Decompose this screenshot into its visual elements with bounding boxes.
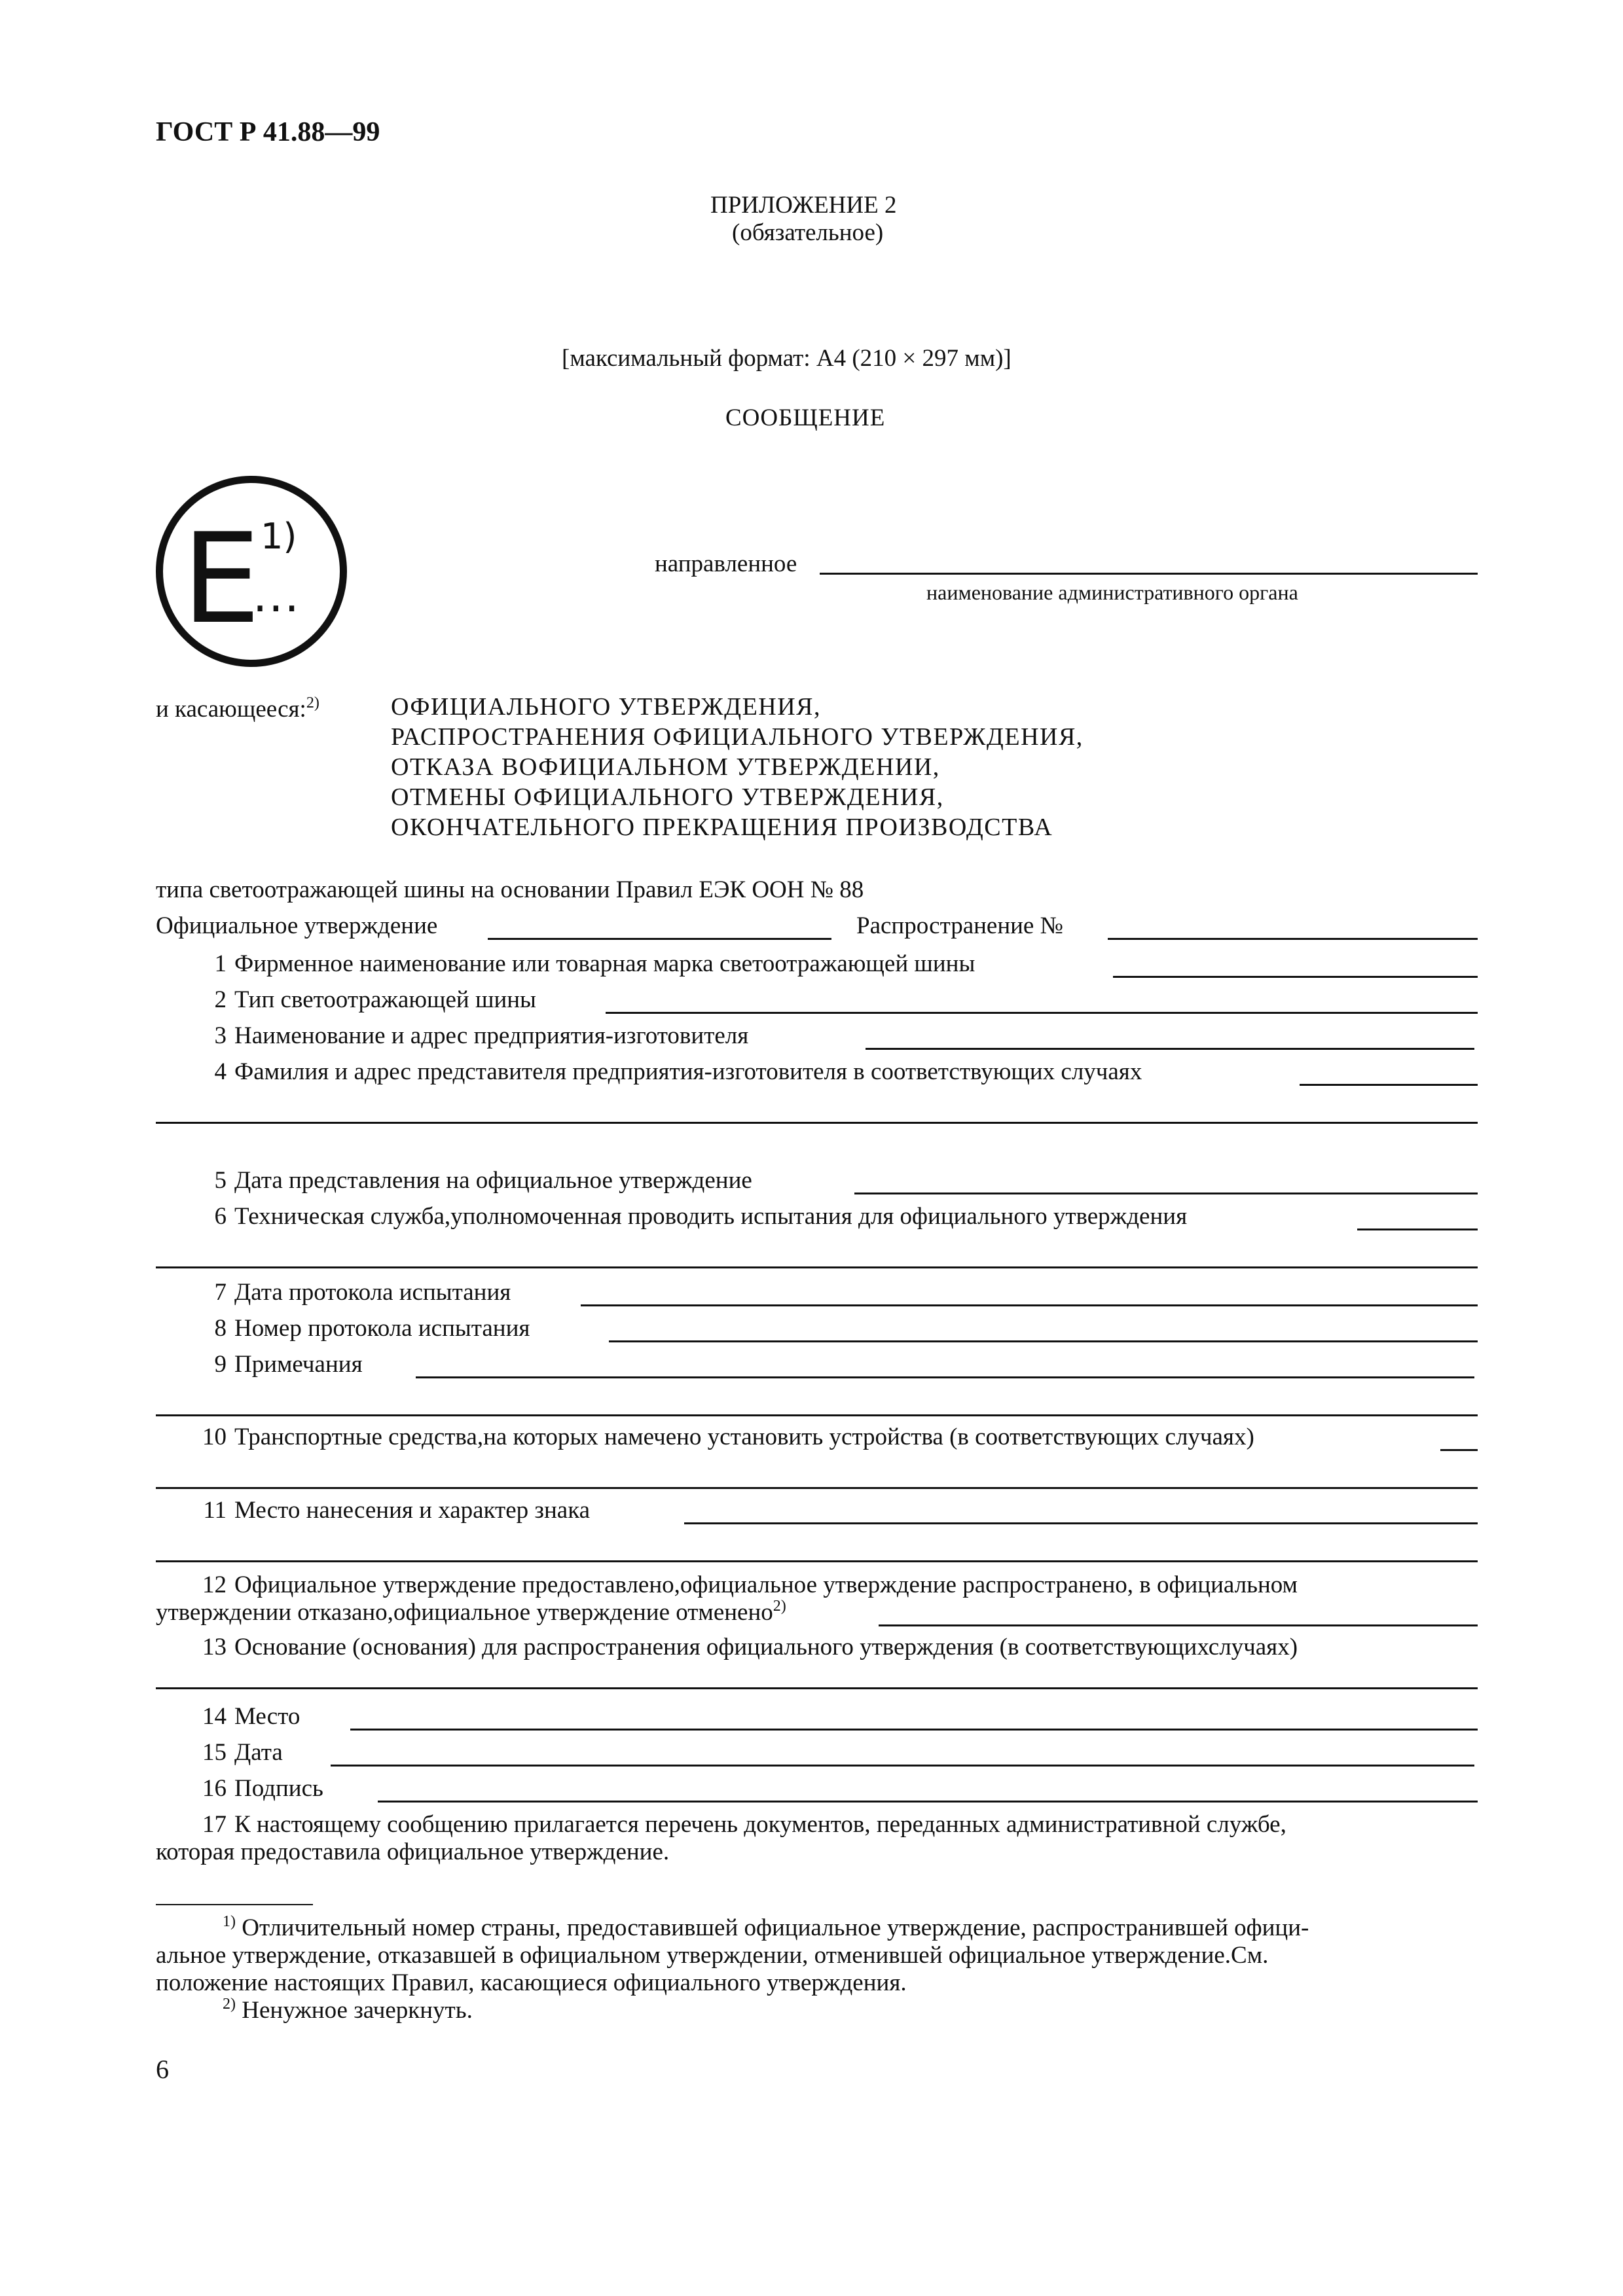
footnote-text: Отличительный номер страны, предоставившей официальное утверждение, распространившей офици- xyxy=(242,1914,1309,1941)
footnote-text: Ненужное зачеркнуть. xyxy=(242,1997,473,2024)
item-5 xyxy=(204,1166,752,1195)
gost-code: ГОСТ Р 41.88—99 xyxy=(156,117,380,147)
item-15 xyxy=(191,1738,283,1767)
item-15-field[interactable] xyxy=(331,1765,1474,1767)
item-10-field-cont[interactable] xyxy=(156,1487,1478,1489)
item-6-field[interactable] xyxy=(1357,1229,1478,1230)
item-8 xyxy=(204,1314,530,1343)
item-2 xyxy=(204,986,536,1014)
item-6 xyxy=(204,1202,1187,1231)
approval-number-field[interactable] xyxy=(488,938,831,940)
type-line: типа светоотражающей шины на основании Правил ЕЭК ООН № 88 xyxy=(156,876,864,903)
item-number: 9 xyxy=(214,1351,227,1378)
item-number: 1 xyxy=(214,950,227,977)
footnote-2 xyxy=(223,1996,473,2025)
item-label: К настоящему сообщению прилагается перечень документов, переданных административной службе, xyxy=(234,1811,1286,1838)
appendix-title: ПРИЛОЖЕНИЕ 2 xyxy=(710,192,897,219)
footnote-1-line3: положение настоящих Правил, касающиеся официального утверждения. xyxy=(156,1969,907,1996)
extension-label: Распространение № xyxy=(856,912,1063,939)
item-6-field-cont[interactable] xyxy=(156,1266,1478,1268)
footnote-1 xyxy=(223,1914,1309,1943)
item-10 xyxy=(191,1423,1254,1452)
item-number: 11 xyxy=(203,1497,227,1524)
footnote-ref-2: 2) xyxy=(773,1598,786,1615)
item-label: Подпись xyxy=(234,1775,323,1802)
extension-number-field[interactable] xyxy=(1108,938,1478,940)
item-label: Примечания xyxy=(234,1351,363,1378)
concerning-option-1: ОФИЦИАЛЬНОГО УТВЕРЖДЕНИЯ, xyxy=(391,693,822,721)
item-number: 5 xyxy=(214,1167,227,1194)
page-number: 6 xyxy=(156,2054,169,2084)
item-4-field[interactable] xyxy=(1300,1084,1478,1086)
item-label: Основание (основания) для распространения официального утверждения (в соответствующихслучаях) xyxy=(234,1634,1298,1660)
item-label: Наименование и адрес предприятия-изготовителя xyxy=(234,1022,749,1049)
item-number: 6 xyxy=(214,1203,227,1230)
concerning-option-3: ОТКАЗА ВОФИЦИАЛЬНОМ УТВЕРЖДЕНИИ, xyxy=(391,753,940,781)
item-3 xyxy=(204,1022,748,1050)
format-note: [максимальный формат: А4 (210 × 297 мм)] xyxy=(562,345,1012,372)
item-number: 3 xyxy=(214,1022,227,1049)
item-label: утверждении отказано,официальное утверждение отменено xyxy=(156,1599,773,1626)
item-3-field[interactable] xyxy=(866,1048,1474,1050)
item-4 xyxy=(204,1058,1142,1086)
item-16-field[interactable] xyxy=(378,1801,1478,1803)
item-5-field[interactable] xyxy=(854,1193,1478,1194)
item-number: 10 xyxy=(202,1424,227,1450)
footnote-1-line2: альное утверждение, отказавшей в официальном утверждении, отменившей официальное утверждение.См. xyxy=(156,1942,1269,1969)
item-14-field[interactable] xyxy=(350,1729,1478,1731)
item-number: 16 xyxy=(202,1775,227,1802)
item-17-line2: которая предоставила официальное утверждение. xyxy=(156,1839,670,1865)
approval-mark-superscript: 1) xyxy=(261,516,297,557)
item-label: Номер протокола испытания xyxy=(234,1315,530,1342)
item-number: 14 xyxy=(202,1703,227,1730)
concerning-option-4: ОТМЕНЫ ОФИЦИАЛЬНОГО УТВЕРЖДЕНИЯ, xyxy=(391,783,944,811)
footnote-marker: 1) xyxy=(223,1913,236,1930)
item-number: 8 xyxy=(214,1315,227,1342)
item-11-field[interactable] xyxy=(684,1522,1478,1524)
item-4-field-cont[interactable] xyxy=(156,1122,1478,1124)
item-number: 13 xyxy=(202,1634,227,1660)
item-11-field-cont[interactable] xyxy=(156,1560,1478,1562)
item-1 xyxy=(204,950,975,978)
item-2-field[interactable] xyxy=(606,1012,1478,1014)
concerning-option-5: ОКОНЧАТЕЛЬНОГО ПРЕКРАЩЕНИЯ ПРОИЗВОДСТВА xyxy=(391,814,1053,841)
item-number: 7 xyxy=(214,1279,227,1306)
concerning-option-2: РАСПРОСТРАНЕНИЯ ОФИЦИАЛЬНОГО УТВЕРЖДЕНИЯ, xyxy=(391,723,1084,751)
item-17 xyxy=(191,1810,1286,1839)
item-10-field[interactable] xyxy=(1440,1449,1478,1451)
sent-to-label: направленное xyxy=(655,550,797,577)
item-label: Фамилия и адрес представителя предприятия-изготовителя в соответствующих случаях xyxy=(234,1058,1142,1085)
item-8-field[interactable] xyxy=(609,1340,1478,1342)
footnote-marker: 2) xyxy=(223,1996,236,2013)
footnote-ref-2: 2) xyxy=(306,694,319,711)
approval-mark-letter: E xyxy=(182,507,261,651)
approval-mark-dots: ... xyxy=(253,569,301,622)
item-label: Официальное утверждение предоставлено,официальное утверждение распространено, в официальном xyxy=(234,1571,1298,1598)
item-12-line2 xyxy=(156,1598,786,1627)
item-11 xyxy=(191,1496,590,1525)
item-7 xyxy=(204,1278,511,1307)
item-label: Дата представления на официальное утверждение xyxy=(234,1167,752,1194)
item-number: 4 xyxy=(214,1058,227,1085)
item-7-field[interactable] xyxy=(581,1304,1478,1306)
item-number: 2 xyxy=(214,986,227,1013)
sent-to-field[interactable] xyxy=(820,573,1478,575)
item-label: Место xyxy=(234,1703,301,1730)
item-label: Транспортные средства,на которых намечено установить устройства (в соответствующих случаях) xyxy=(234,1424,1254,1450)
footnote-separator xyxy=(156,1904,313,1905)
item-number: 15 xyxy=(202,1739,227,1766)
approval-label: Официальное утверждение xyxy=(156,912,438,939)
concerning-label-text: и касающееся: xyxy=(156,696,306,723)
item-12 xyxy=(191,1571,1298,1600)
item-9-field[interactable] xyxy=(416,1376,1474,1378)
item-label: Дата протокола испытания xyxy=(234,1279,511,1306)
item-label: Дата xyxy=(234,1739,283,1766)
item-label: Место нанесения и характер знака xyxy=(234,1497,591,1524)
doc-title: СООБЩЕНИЕ xyxy=(725,404,886,431)
item-12-field[interactable] xyxy=(879,1624,1478,1626)
appendix-note: (обязательное) xyxy=(732,219,884,246)
item-16 xyxy=(191,1774,323,1803)
item-14 xyxy=(191,1702,300,1731)
item-label: Фирменное наименование или товарная марка светоотражающей шины xyxy=(234,950,976,977)
concerning-label xyxy=(156,695,319,724)
item-9 xyxy=(204,1350,363,1379)
item-1-field[interactable] xyxy=(1113,976,1478,978)
item-13 xyxy=(191,1633,1298,1662)
sent-to-caption: наименование административного органа xyxy=(926,581,1298,604)
item-13-field-cont[interactable] xyxy=(156,1687,1478,1689)
item-label: Техническая служба,уполномоченная проводить испытания для официального утверждения xyxy=(234,1203,1188,1230)
item-label: Тип светоотражающей шины xyxy=(234,986,536,1013)
item-number: 12 xyxy=(202,1571,227,1598)
item-9-field-cont[interactable] xyxy=(156,1414,1478,1416)
item-number: 17 xyxy=(202,1811,227,1838)
